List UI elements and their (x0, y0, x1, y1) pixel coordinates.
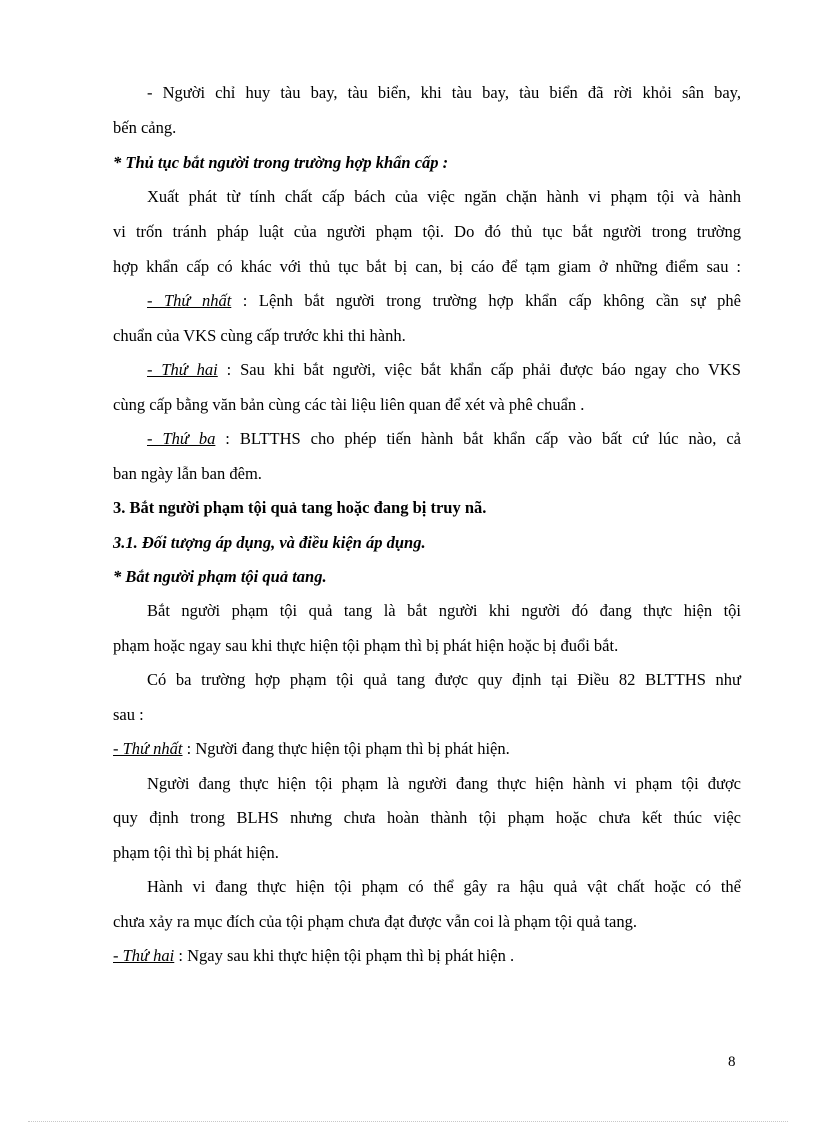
list-item (113, 738, 741, 760)
list-item (147, 428, 741, 450)
body-line: Bắt người phạm tội quả tang là bắt người khi người đó đang thực hiện tội (147, 601, 741, 620)
body-line: phạm tội thì bị phát hiện. (113, 843, 279, 862)
page-number: 8 (728, 1054, 736, 1070)
list-item (147, 290, 741, 312)
body-line: cùng cấp bằng văn bản cùng các tài liệu liên quan để xét và phê chuẩn . (113, 395, 585, 414)
item-label: - Thứ hai (113, 946, 175, 965)
item-label: - Thứ ba (147, 429, 216, 448)
section-heading: 3. Bắt người phạm tội quả tang hoặc đang bị truy nã. (113, 498, 487, 517)
body-line: ban ngày lẫn ban đêm. (113, 464, 262, 483)
body-line: vi trốn tránh pháp luật của người phạm tội. Do đó thủ tục bắt người trong trường (113, 222, 741, 241)
item-text: : Người đang thực hiện tội phạm thì bị phát hiện. (182, 739, 510, 758)
body-line: phạm hoặc ngay sau khi thực hiện tội phạm thì bị phát hiện hoặc bị đuổi bắt. (113, 636, 619, 655)
item-label: - Thứ hai (147, 360, 218, 379)
item-label: - Thứ nhất (147, 291, 232, 310)
item-text: : BLTTHS cho phép tiến hành bắt khẩn cấp vào bất cứ lúc nào, cả (215, 429, 741, 448)
body-line: sau : (113, 705, 144, 724)
page-footer-divider (28, 1121, 788, 1122)
item-text: : Sau khi bắt người, việc bắt khẩn cấp phải được báo ngay cho VKS (217, 360, 741, 379)
body-line: - Người chỉ huy tàu bay, tàu biển, khi tàu bay, tàu biển đã rời khỏi sân bay, (147, 83, 741, 102)
item-text: : Lệnh bắt người trong trường hợp khẩn cấp không cần sự phê (231, 291, 741, 310)
list-item (147, 359, 741, 381)
list-item (113, 945, 741, 967)
subsection-heading: * Bắt người phạm tội quả tang. (113, 567, 327, 586)
body-line: bến cảng. (113, 118, 177, 137)
body-line: chuẩn của VKS cùng cấp trước khi thi hành. (113, 326, 406, 345)
body-line: Xuất phát từ tính chất cấp bách của việc ngăn chặn hành vi phạm tội và hành (147, 187, 741, 206)
section-heading: * Thủ tục bắt người trong trường hợp khẩn cấp : (113, 153, 449, 172)
subsection-heading: 3.1. Đối tượng áp dụng, và điều kiện áp dụng. (113, 533, 426, 552)
item-text: : Ngay sau khi thực hiện tội phạm thì bị phát hiện . (174, 946, 515, 965)
body-line: Người đang thực hiện tội phạm là người đang thực hiện hành vi phạm tội được (147, 774, 741, 793)
body-line: Có ba trường hợp phạm tội quả tang được quy định tại Điều 82 BLTTHS như (147, 670, 741, 689)
body-line: quy định trong BLHS nhưng chưa hoàn thành tội phạm hoặc chưa kết thúc việc (113, 808, 741, 827)
item-label: - Thứ nhất (113, 739, 183, 758)
body-line: Hành vi đang thực hiện tội phạm có thể gây ra hậu quả vật chất hoặc có thể (147, 877, 741, 896)
body-line: hợp khẩn cấp có khác với thủ tục bắt bị can, bị cáo để tạm giam ở những điểm sau : (113, 257, 741, 276)
body-line: chưa xảy ra mục đích của tội phạm chưa đạt được vẫn coi là phạm tội quả tang. (113, 912, 637, 931)
